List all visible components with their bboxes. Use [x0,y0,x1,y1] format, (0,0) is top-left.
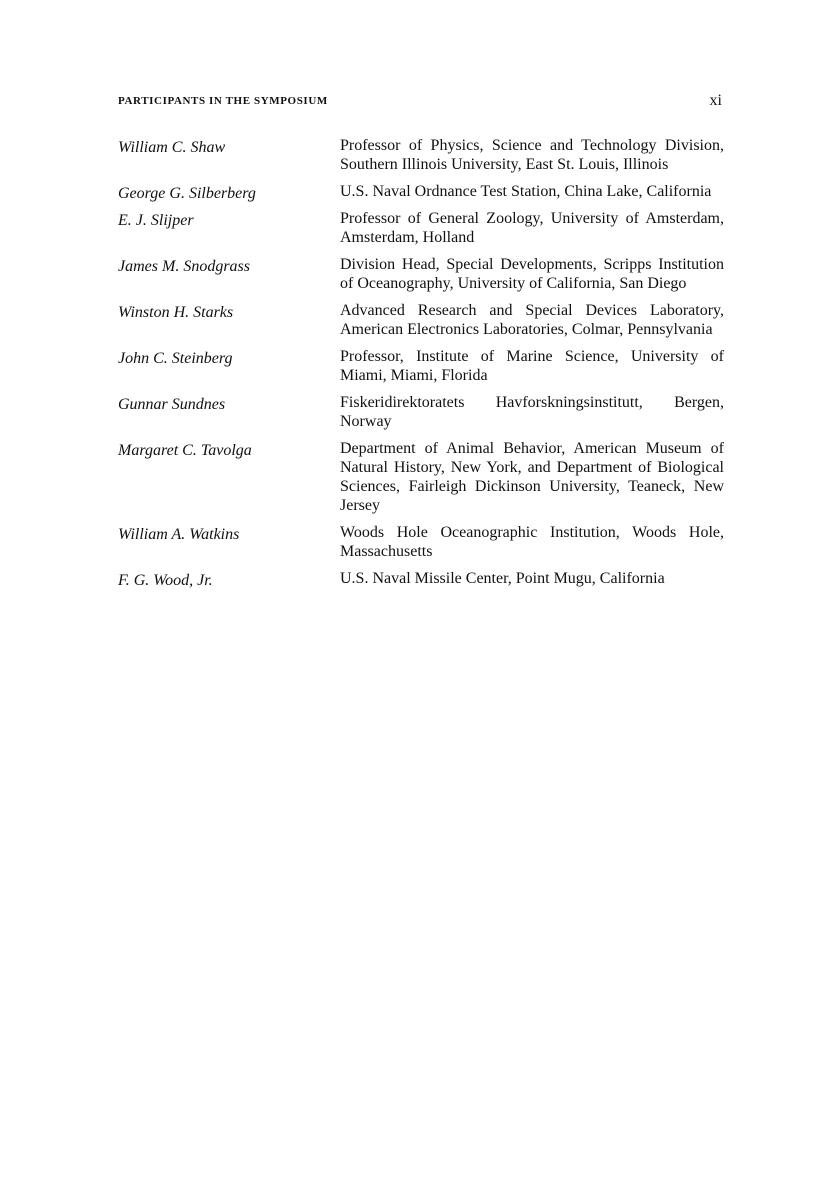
participant-affiliation: Division Head, Special Developments, Scripps Institution of Oceanography, University of California, San Diego [340,256,724,292]
participant-affiliation: Professor of General Zoology, University of Amsterdam, Amsterdam, Holland [340,210,724,246]
participant-affiliation: Advanced Research and Special Devices Laboratory, American Electronics Laboratories, Colmar, Pennsylvania [340,302,724,338]
participant-name: James M. Snodgrass [118,258,250,275]
participant-name: Gunnar Sundnes [118,396,226,413]
running-title: PARTICIPANTS IN THE SYMPOSIUM [118,95,328,107]
participant-affiliation: Professor, Institute of Marine Science, University of Miami, Miami, Florida [340,348,724,384]
participant-name: Winston H. Starks [118,304,234,321]
participant-affiliation: U.S. Naval Ordnance Test Station, China Lake, California [340,183,712,200]
participant-entry [118,393,724,431]
participant-name: E. J. Slijper [118,212,194,229]
participant-affiliation: Professor of Physics, Science and Technology Division, Southern Illinois University, East St. Louis, Illinois [340,137,724,173]
participant-entry [118,182,724,201]
participant-affiliation: Department of Animal Behavior, American Museum of Natural History, New York, and Department of Biological Sciences, Fairleigh Dickinson University, Teaneck, New Jersey [340,440,724,514]
participant-entry [118,301,724,339]
participant-entry [118,136,724,174]
running-head [118,92,722,114]
participant-entry [118,209,724,247]
participant-entry [118,523,724,561]
page-number: xi [709,92,722,109]
participant-name: William A. Watkins [118,526,240,543]
participant-name: George G. Silberberg [118,185,256,202]
participant-list [118,136,724,596]
participant-entry [118,439,724,515]
participant-affiliation: Fiskeridirektoratets Havforskningsinstitutt, Bergen, Norway [340,394,724,430]
participant-name: F. G. Wood, Jr. [118,572,213,589]
participant-name: William C. Shaw [118,139,226,156]
participant-entry [118,255,724,293]
participant-affiliation: Woods Hole Oceanographic Institution, Woods Hole, Massachusetts [340,524,724,560]
participant-name: Margaret C. Tavolga [118,442,252,459]
participant-affiliation: U.S. Naval Missile Center, Point Mugu, California [340,570,665,587]
participant-entry [118,569,724,588]
participant-entry [118,347,724,385]
participant-name: John C. Steinberg [118,350,233,367]
